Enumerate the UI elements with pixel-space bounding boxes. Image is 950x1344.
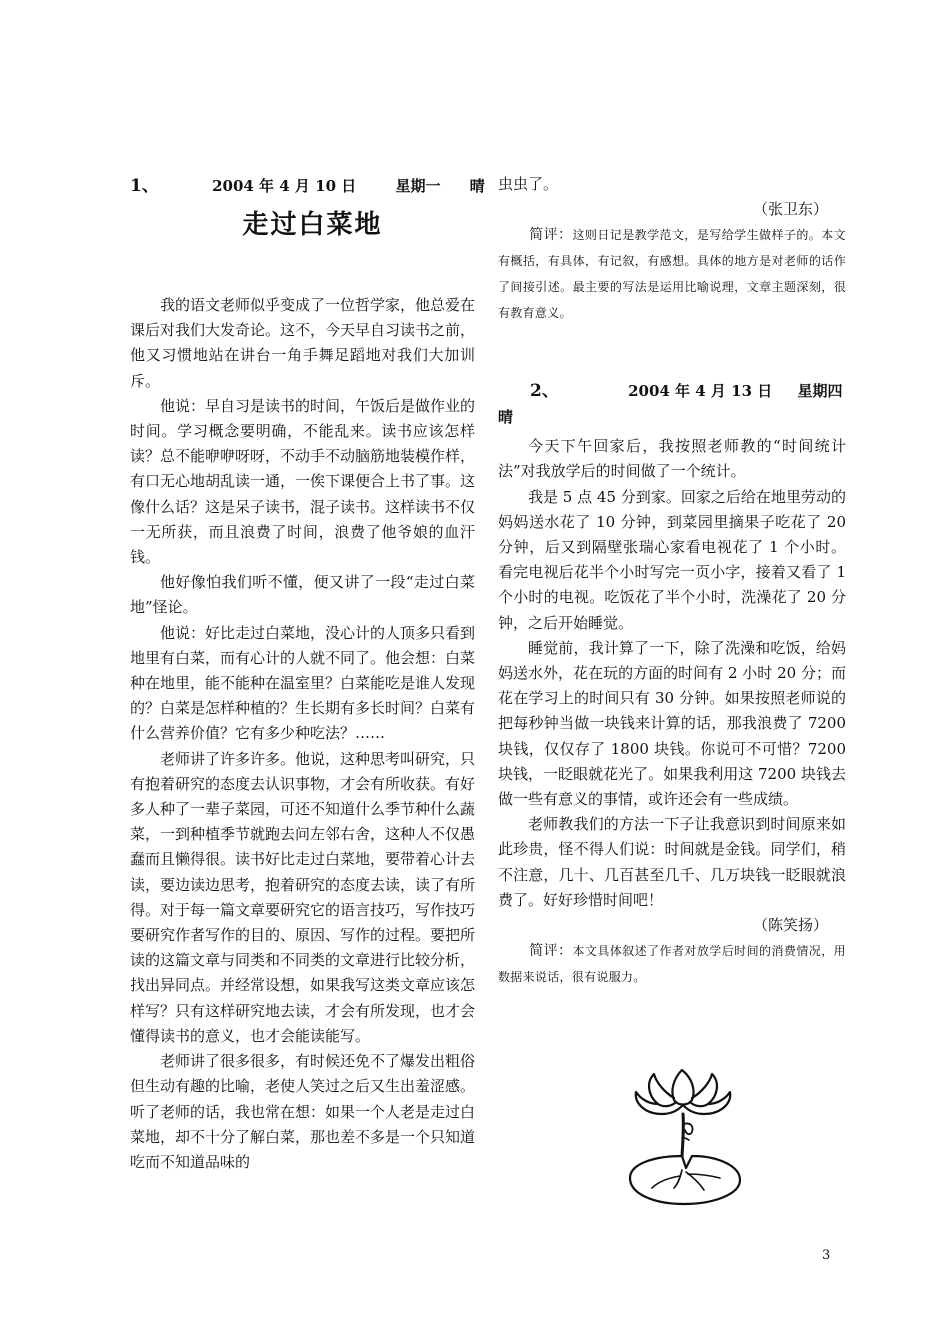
entry2-header [498, 378, 846, 430]
entry1-weekday: 星期一 [395, 177, 441, 195]
entry1-title: 走过白菜地 [242, 210, 383, 240]
entry2-paragraph: 睡觉前，我计算了一下，除了洗澡和吃饭，给妈妈送水外，花在玩的方面的时间有 2 小时 20 分；而花在学习上的时间只有 30 分钟。如果按照老师说的把每秒钟当做一块钱来计算的话，那我浪费了 7200 块钱，仅仅存了 1800 块钱。你说可不可惜？7200 块钱，一眨眼就花光了。如果我利用这 7200 块钱去做一些有意义的事情，或许还会有一些成绩。 [498, 638, 846, 809]
entry2-date: 2004 年 4 月 13 日 [628, 382, 773, 401]
lotus-illustration [608, 1060, 758, 1210]
entry2-body [498, 434, 846, 913]
entry2-author: （陈笑扬） [752, 916, 828, 935]
entry1-review-label: 简评： [529, 227, 573, 244]
entry2-review-label: 简评： [529, 943, 573, 960]
entry1-continuation: 虫虫了。 [498, 175, 559, 193]
entry1-paragraph: 他说：早自习是读书的时间，午饭后是做作业的时间。学习概念要明确，不能乱来。读书应该怎样读？总不能咿咿呀呀，不动手不动脑筋地装模作样，有口无心地胡乱读一通，一俟下课便合上书了事。这像什么话？这是呆子读书，混子读书。这样读书不仅一无所获，而且浪费了时间，浪费了他爷娘的血汗钱。 [130, 396, 476, 567]
entry1-author: （张卫东） [752, 200, 828, 219]
entry1-weather: 晴 [469, 177, 485, 195]
right-column [498, 172, 846, 990]
left-column [130, 172, 485, 1175]
entry1-paragraph: 老师讲了许多许多。他说，这种思考叫研究，只有抱着研究的态度去认识事物，才会有所收获。有好多人种了一辈子菜园，可还不知道什么季节种什么蔬菜，一到种植季节就跑去问左邻右舍，这种人不仅愚蠢而且懒得很。读书好比走过白菜地，要带着心计去读，要边读边思考，抱着研究的态度去读，读了有所得。对于每一篇文章要研究它的语言技巧，写作技巧要研究作者写作的目的、原因、写作的过程。要把所读的这篇文章与同类和不同类的文章进行比较分析，找出异同点。并经常设想，如果我写这类文章应该怎样写？只有这样研究地去读，才会有所发现，也才会懂得读书的意义，也才会能读能写。 [130, 749, 476, 1045]
entry2-paragraph: 老师教我们的方法一下子让我意识到时间原来如此珍贵，怪不得人们说：时间就是金钱。同学们，稍不注意，几十、几百甚至几千、几万块钱一眨眼就浪费了。好好珍惜时间吧！ [498, 815, 846, 909]
entry2-weather: 晴 [498, 408, 514, 427]
page-number: 3 [822, 1248, 831, 1263]
entry1-body [130, 293, 475, 1175]
entry2-paragraph: 我是 5 点 45 分到家。回家之后给在地里劳动的妈妈送水花了 10 分钟，到菜园里摘果子吃花了 20 分钟，后又到隔壁张瑞心家看电视花了 1 个小时。看完电视后花半个小时写完一页小字，接着又看了 1 个小时的电视。吃饭花了半个小时，洗澡花了 20 分钟，之后开始睡觉。 [498, 487, 846, 632]
entry1-review-text: 这则日记是教学范文，是写给学生做样子的。本文有概括，有具体，有记叙，有感想。具体的地方是对老师的话作了间接引述。最主要的写法是运用比喻说理，文章主题深刻，很有教育意义。 [498, 228, 846, 321]
entry1-paragraph: 老师讲了很多很多，有时候还免不了爆发出粗俗但生动有趣的比喻，老使人笑过之后又生出羞涩感。听了老师的话，我也常在想：如果一个人老是走过白菜地，却不十分了解白菜，那也差不多是一个只知道吃而不知道品味的 [130, 1052, 476, 1171]
entry1-paragraph: 他说：好比走过白菜地，没心计的人顶多只看到地里有白菜，而有心计的人就不同了。他会想：白菜种在地里，能不能种在温室里？白菜能吃是谁人发现的？白菜是怎样种植的？生长期有多长时间？白菜有什么营养价值？它有多少种吃法？…… [130, 623, 476, 743]
entry2-paragraph: 今天下午回家后，我按照老师教的“时间统计法”对我放学后的时间做了一个统计。 [498, 437, 846, 481]
entry2-weekday: 星期四 [797, 382, 843, 401]
entry2-review [498, 938, 846, 990]
entry1-body-continued [498, 172, 846, 197]
entry2-number: 2、 [530, 381, 559, 402]
entry1-paragraph: 他好像怕我们听不懂，便又讲了一段“走过白菜地”怪论。 [130, 573, 475, 617]
entry1-number: 1、 [130, 176, 159, 196]
entry1-paragraph: 我的语文老师似乎变成了一位哲学家，他总爱在课后对我们大发奇论。这不，今天早自习读书之前，他又习惯地站在讲台一角手舞足蹈地对我们大加训斥。 [130, 296, 476, 390]
entry1-date: 2004 年 4 月 10 日 [212, 177, 357, 195]
entry1-header [130, 172, 485, 200]
entry1-review [498, 222, 846, 326]
entry2-review-text: 本文具体叙述了作者对放学后时间的消费情况，用数据来说话，很有说服力。 [498, 944, 846, 985]
